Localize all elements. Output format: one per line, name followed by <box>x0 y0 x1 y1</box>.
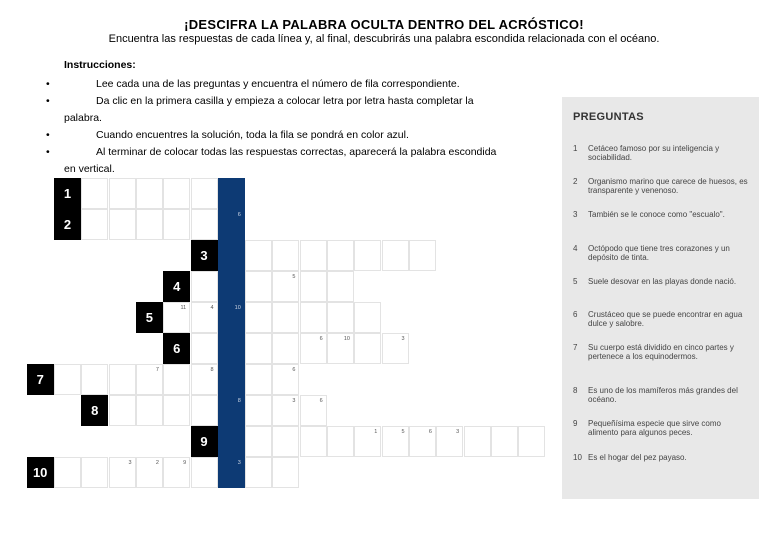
page-title: ¡DESCIFRA LA PALABRA OCULTA DENTRO DEL ACRÓSTICO! <box>184 17 584 32</box>
letter-cell[interactable] <box>245 240 272 271</box>
instructions-heading: Instrucciones: <box>64 59 136 71</box>
letter-cell[interactable] <box>409 426 436 457</box>
question-item <box>573 177 753 195</box>
letter-cell[interactable] <box>163 395 190 426</box>
letter-cell[interactable] <box>163 457 190 488</box>
letter-cell[interactable] <box>191 395 218 426</box>
letter-cell[interactable] <box>272 395 299 426</box>
questions-title: PREGUNTAS <box>573 111 644 123</box>
question-number: 7 <box>573 343 578 352</box>
instructions-list <box>46 76 526 178</box>
letter-hint-number: 8 <box>237 398 241 404</box>
letter-cell[interactable] <box>491 426 518 457</box>
letter-cell[interactable] <box>136 364 163 395</box>
letter-cell[interactable] <box>354 302 381 333</box>
letter-hint-number: 3 <box>292 398 296 404</box>
hidden-word-cell[interactable] <box>218 209 245 240</box>
letter-cell[interactable] <box>354 240 381 271</box>
letter-cell[interactable] <box>191 178 218 209</box>
letter-cell[interactable] <box>327 333 354 364</box>
letter-cell[interactable] <box>109 178 136 209</box>
question-number: 8 <box>573 386 578 395</box>
letter-hint-number: 5 <box>292 274 296 280</box>
letter-hint-number: 10 <box>234 305 241 311</box>
letter-cell[interactable] <box>54 364 81 395</box>
letter-cell[interactable] <box>109 395 136 426</box>
letter-cell[interactable] <box>191 302 218 333</box>
instruction-text: Da clic en la primera casilla y empieza a colocar letra por letra hasta completar la <box>96 95 474 107</box>
letter-hint-number: 3 <box>128 460 132 466</box>
letter-cell[interactable] <box>327 240 354 271</box>
letter-cell[interactable] <box>300 271 327 302</box>
question-item <box>573 277 753 286</box>
question-number: 6 <box>573 310 578 319</box>
letter-cell[interactable] <box>109 364 136 395</box>
letter-cell[interactable] <box>245 333 272 364</box>
letter-cell[interactable] <box>163 209 190 240</box>
letter-cell[interactable] <box>300 240 327 271</box>
letter-cell[interactable] <box>136 178 163 209</box>
letter-cell[interactable] <box>300 333 327 364</box>
question-text: Organismo marino que carece de huesos, es transparente y venenoso. <box>588 177 748 195</box>
letter-hint-number: 6 <box>428 429 432 435</box>
letter-hint-number: 3 <box>456 429 460 435</box>
letter-cell[interactable] <box>191 271 218 302</box>
letter-cell[interactable] <box>136 209 163 240</box>
hidden-word-cell[interactable] <box>218 426 245 457</box>
question-item <box>573 244 753 262</box>
letter-cell[interactable] <box>191 457 218 488</box>
letter-cell[interactable] <box>327 426 354 457</box>
letter-cell[interactable] <box>464 426 491 457</box>
letter-cell[interactable] <box>354 333 381 364</box>
questions-panel <box>562 97 759 499</box>
letter-cell[interactable] <box>245 302 272 333</box>
question-number: 9 <box>573 419 578 428</box>
row-number-6: 6 <box>163 333 190 364</box>
question-item <box>573 144 753 162</box>
letter-cell[interactable] <box>136 457 163 488</box>
letter-hint-number: 9 <box>183 460 187 466</box>
letter-hint-number: 6 <box>237 212 241 218</box>
letter-cell[interactable] <box>136 395 163 426</box>
bullet-icon: • <box>46 95 50 107</box>
letter-cell[interactable] <box>245 395 272 426</box>
letter-hint-number: 6 <box>319 398 323 404</box>
row-number-2: 2 <box>54 209 81 240</box>
hidden-word-cell[interactable] <box>218 457 245 488</box>
instruction-text: Lee cada una de las preguntas y encuentra el número de fila correspondiente. <box>96 78 460 90</box>
instruction-text: Cuando encuentres la solución, toda la fila se pondrá en color azul. <box>96 129 409 141</box>
question-number: 5 <box>573 277 578 286</box>
question-item <box>573 453 753 462</box>
bullet-icon: • <box>46 78 50 90</box>
row-number-8: 8 <box>81 395 108 426</box>
row-number-7: 7 <box>27 364 54 395</box>
question-text: Cetáceo famoso por su inteligencia y sociabilidad. <box>588 144 720 162</box>
letter-cell[interactable] <box>272 302 299 333</box>
letter-cell[interactable] <box>81 178 108 209</box>
letter-cell[interactable] <box>327 271 354 302</box>
row-number-1: 1 <box>54 178 81 209</box>
question-number: 3 <box>573 210 578 219</box>
row-number-4: 4 <box>163 271 190 302</box>
letter-cell[interactable] <box>272 426 299 457</box>
question-number: 1 <box>573 144 578 153</box>
letter-cell[interactable] <box>163 364 190 395</box>
letter-cell[interactable] <box>327 302 354 333</box>
letter-hint-number: 10 <box>343 336 350 342</box>
question-item <box>573 386 753 404</box>
letter-hint-number: 6 <box>292 367 296 373</box>
question-item <box>573 419 753 437</box>
row-number-9: 9 <box>191 426 218 457</box>
letter-cell[interactable] <box>409 240 436 271</box>
letter-cell[interactable] <box>354 426 381 457</box>
letter-cell[interactable] <box>272 271 299 302</box>
page-subtitle: Encuentra las respuestas de cada línea y, al final, descubrirás una palabra escondida relacionada con el océano. <box>108 33 660 45</box>
letter-cell[interactable] <box>272 457 299 488</box>
instruction-item <box>46 144 526 178</box>
question-text: Pequeñísima especie que sirve como alimento para algunos peces. <box>588 419 721 437</box>
instruction-item <box>46 127 526 144</box>
question-number: 2 <box>573 177 578 186</box>
letter-cell[interactable] <box>300 426 327 457</box>
question-item <box>573 310 753 328</box>
question-text: Es el hogar del pez payaso. <box>588 453 687 462</box>
question-number: 4 <box>573 244 578 253</box>
hidden-word-cell[interactable] <box>218 333 245 364</box>
instruction-text-cont: palabra. <box>64 112 102 124</box>
question-text: Su cuerpo está dividido en cinco partes y pertenece a los equinodermos. <box>588 343 734 361</box>
letter-hint-number: 3 <box>401 336 405 342</box>
row-number-5: 5 <box>136 302 163 333</box>
question-text: Suele desovar en las playas donde nació. <box>588 277 737 286</box>
letter-cell[interactable] <box>81 364 108 395</box>
letter-cell[interactable] <box>81 457 108 488</box>
question-text: También se le conoce como "escualo". <box>588 210 725 219</box>
letter-cell[interactable] <box>54 457 81 488</box>
hidden-word-cell[interactable] <box>218 178 245 209</box>
question-item <box>573 210 753 219</box>
letter-cell[interactable] <box>163 302 190 333</box>
instruction-text-cont: en vertical. <box>64 163 115 175</box>
letter-hint-number: 3 <box>237 460 241 466</box>
letter-hint-number: 8 <box>210 367 214 373</box>
letter-hint-number: 7 <box>155 367 159 373</box>
question-item <box>573 343 753 361</box>
letter-hint-number: 5 <box>401 429 405 435</box>
letter-cell[interactable] <box>81 209 108 240</box>
letter-cell[interactable] <box>382 240 409 271</box>
question-text: Es uno de los mamíferos más grandes del océano. <box>588 386 738 404</box>
letter-cell[interactable] <box>191 364 218 395</box>
letter-cell[interactable] <box>272 240 299 271</box>
question-number: 10 <box>573 453 582 462</box>
bullet-icon: • <box>46 146 50 158</box>
letter-cell[interactable] <box>272 333 299 364</box>
instruction-text: Al terminar de colocar todas las respuestas correctas, aparecerá la palabra escondida <box>96 146 497 158</box>
letter-hint-number: 1 <box>374 429 378 435</box>
question-text: Crustáceo que se puede encontrar en agua dulce y salobre. <box>588 310 743 328</box>
row-number-10: 10 <box>27 457 54 488</box>
hidden-word-cell[interactable] <box>218 302 245 333</box>
instruction-item <box>46 93 526 127</box>
bullet-icon: • <box>46 129 50 141</box>
letter-cell[interactable] <box>109 209 136 240</box>
letter-cell[interactable] <box>382 426 409 457</box>
letter-cell[interactable] <box>191 209 218 240</box>
letter-cell[interactable] <box>245 271 272 302</box>
letter-cell[interactable] <box>436 426 463 457</box>
hidden-word-cell[interactable] <box>218 271 245 302</box>
row-number-3: 3 <box>191 240 218 271</box>
hidden-word-cell[interactable] <box>218 240 245 271</box>
question-text: Octópodo que tiene tres corazones y un depósito de tinta. <box>588 244 730 262</box>
letter-cell[interactable] <box>109 457 136 488</box>
letter-hint-number: 11 <box>180 305 187 311</box>
letter-cell[interactable] <box>191 333 218 364</box>
letter-cell[interactable] <box>163 178 190 209</box>
letter-cell[interactable] <box>245 426 272 457</box>
letter-cell[interactable] <box>518 426 545 457</box>
letter-cell[interactable] <box>382 333 409 364</box>
letter-hint-number: 2 <box>155 460 159 466</box>
letter-cell[interactable] <box>245 364 272 395</box>
letter-hint-number: 4 <box>210 305 214 311</box>
letter-cell[interactable] <box>245 457 272 488</box>
hidden-word-cell[interactable] <box>218 395 245 426</box>
letter-cell[interactable] <box>300 395 327 426</box>
letter-cell[interactable] <box>300 302 327 333</box>
hidden-word-cell[interactable] <box>218 364 245 395</box>
instruction-item <box>46 76 526 93</box>
letter-cell[interactable] <box>272 364 299 395</box>
letter-hint-number: 6 <box>319 336 323 342</box>
